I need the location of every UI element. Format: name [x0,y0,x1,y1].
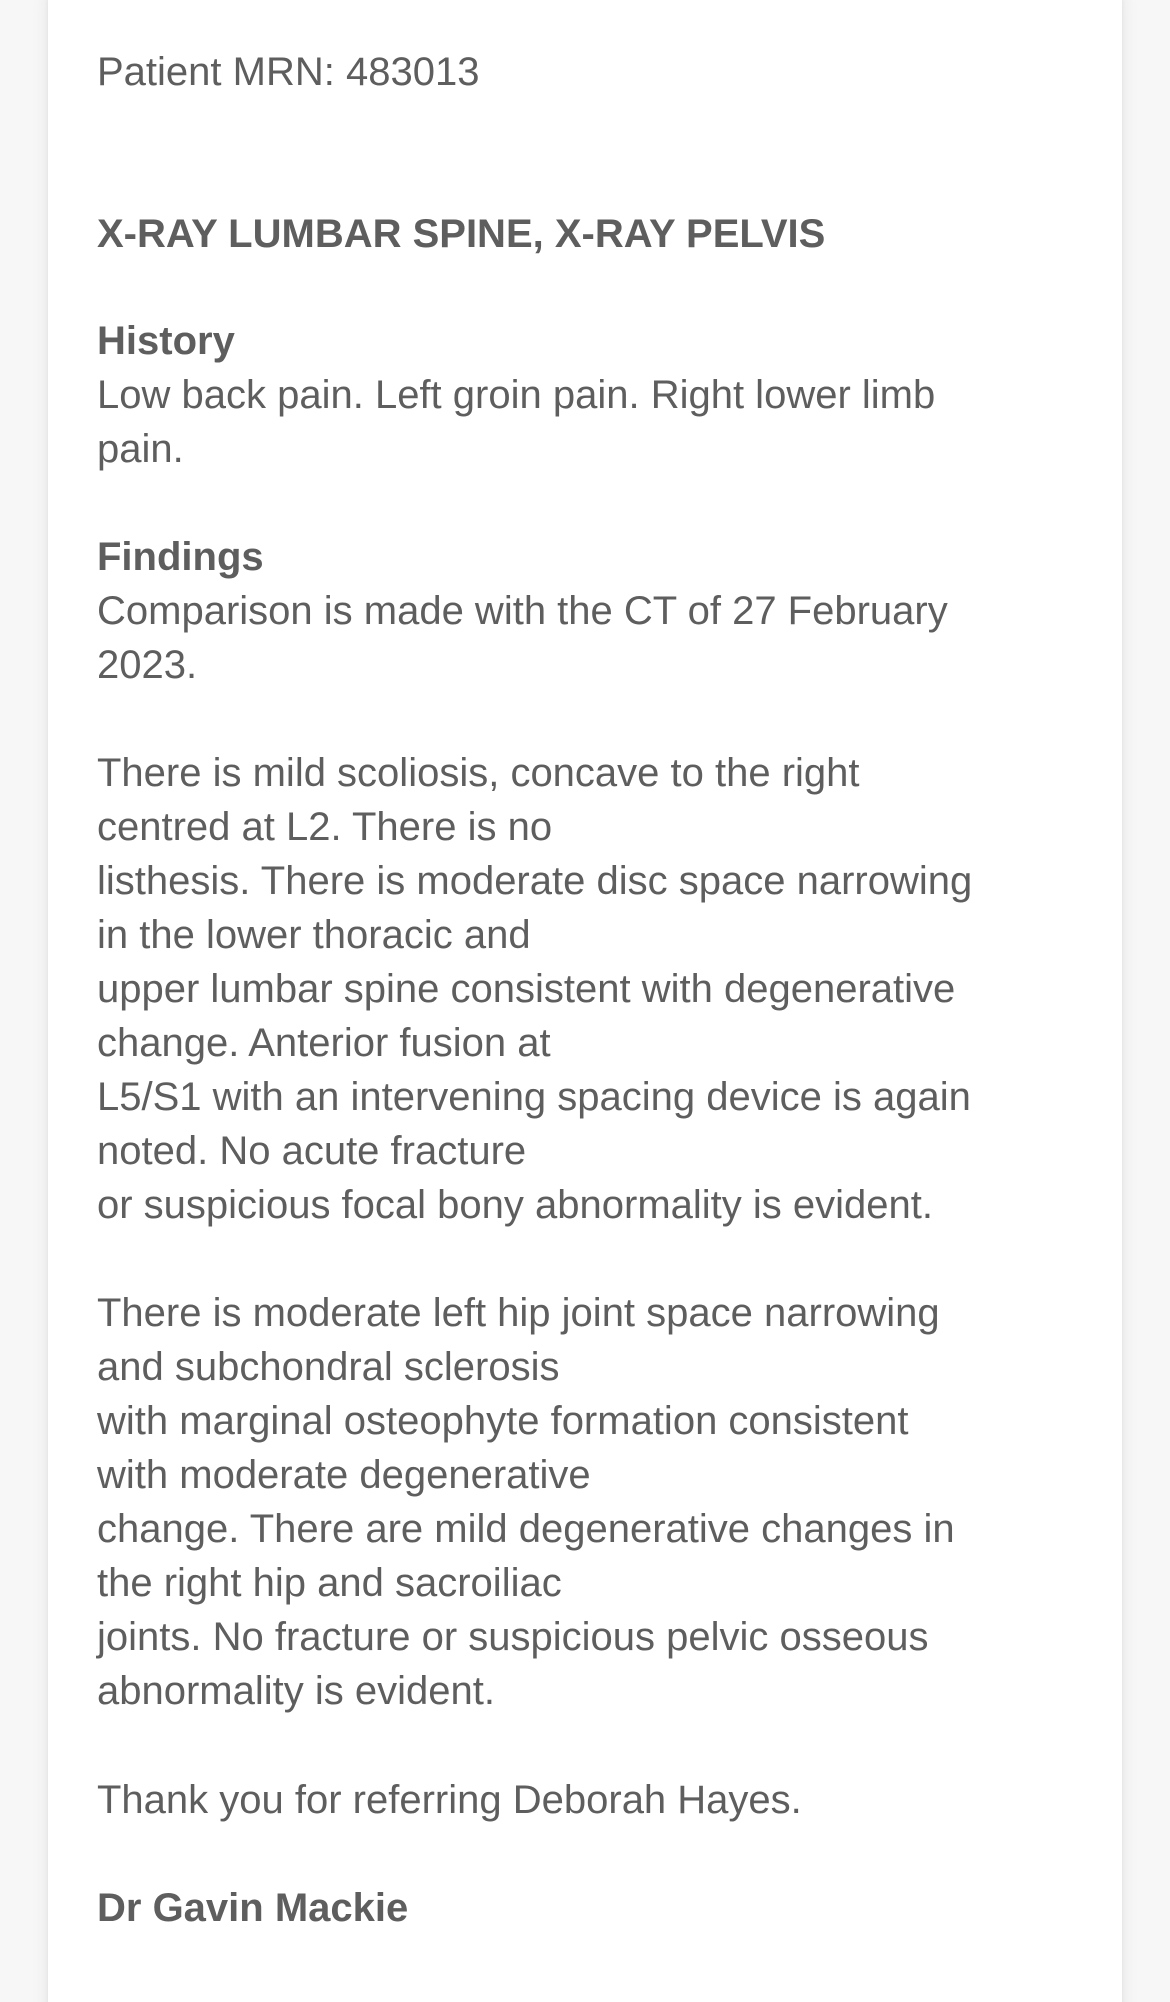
pelvis-findings-line: abnormality is evident. [97,1669,495,1713]
history-section [97,314,1087,476]
comparison-line: 2023. [97,643,198,687]
spine-findings-line: listhesis. There is moderate disc space narrowing [97,859,973,903]
pelvis-findings-line: the right hip and sacroiliac [97,1561,562,1605]
pelvis-findings-line: with moderate degenerative [97,1453,591,1497]
history-line: Low back pain. Left groin pain. Right lower limb [97,373,936,417]
pelvis-findings-line: joints. No fracture or suspicious pelvic osseous [97,1615,929,1659]
findings-section [97,530,1087,692]
pelvis-findings-line: with marginal osteophyte formation consistent [97,1399,909,1443]
spine-findings-line: centred at L2. There is no [97,805,553,849]
pelvis-findings-line: There is moderate left hip joint space narrowing [97,1291,940,1335]
pelvis-findings-line: and subchondral sclerosis [97,1345,560,1389]
spine-findings-line: There is mild scoliosis, concave to the right [97,751,860,795]
spine-findings-paragraph [97,746,1087,1232]
history-line: pain. [97,427,184,471]
patient-mrn: Patient MRN: 483013 [97,50,480,94]
spine-findings-line: noted. No acute fracture [97,1129,527,1173]
closing-text: Thank you for referring Deborah Hayes. [97,1778,802,1822]
signature: Dr Gavin Mackie [97,1886,409,1930]
spine-findings-line: change. Anterior fusion at [97,1021,551,1065]
pelvis-findings-line: change. There are mild degenerative changes in [97,1507,955,1551]
spine-findings-line: upper lumbar spine consistent with degenerative [97,967,956,1011]
history-heading: History [97,319,235,363]
spine-findings-line: L5/S1 with an intervening spacing device is again [97,1075,971,1119]
spine-findings-line: in the lower thoracic and [97,913,531,957]
report-title: X-RAY LUMBAR SPINE, X-RAY PELVIS [97,212,826,256]
pelvis-findings-paragraph [97,1286,1087,1718]
findings-heading: Findings [97,535,264,579]
spine-findings-line: or suspicious focal bony abnormality is evident. [97,1183,933,1227]
comparison-line: Comparison is made with the CT of 27 February [97,589,948,633]
